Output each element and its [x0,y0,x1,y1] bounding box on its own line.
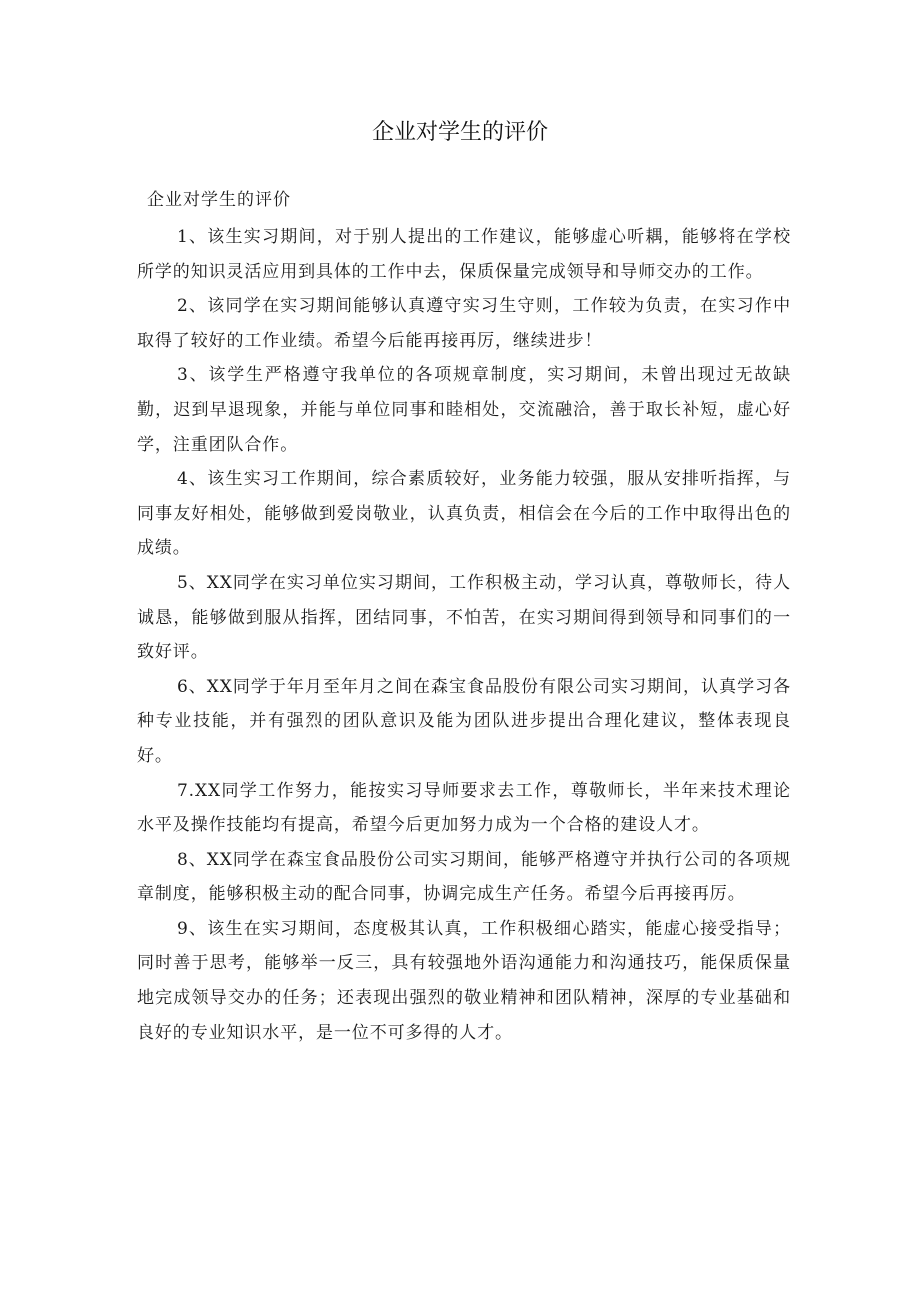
paragraph-1: 1、该生实习期间，对于别人提出的工作建议，能够虚心听耦，能够将在学校所学的知识灵活应用到具体的工作中去，保质保量完成领导和导师交办的工作。 [137,227,791,282]
paragraph-9: 9、该生在实习期间，态度极其认真，工作积极细心踏实，能虚心接受指导；同时善于思考，能够举一反三，具有较强地外语沟通能力和沟通技巧，能保质保量地完成领导交办的任务；还表现出强烈的敬业精神和团队精神，深厚的专业基础和良好的专业知识水平，是一位不可多得的人才。 [137,918,791,1043]
document-subtitle: 企业对学生的评价 [147,190,291,210]
document-body [137,220,791,1050]
paragraph-3: 3、该学生严格遵守我单位的各项规章制度，实习期间，未曾出现过无故缺勤，迟到早退现象，并能与单位同事和睦相处，交流融洽，善于取长补短，虚心好学，注重团队合作。 [137,365,791,455]
paragraph-2: 2、该同学在实习期间能够认真遵守实习生守则，工作较为负责，在实习作中取得了较好的工作业绩。希望今后能再接再厉，继续进步！ [137,296,791,351]
paragraph-4: 4、该生实习工作期间，综合素质较好，业务能力较强，服从安排听指挥，与同事友好相处，能够做到爱岗敬业，认真负责，相信会在今后的工作中取得出色的成绩。 [137,469,791,559]
paragraph-8: 8、XX同学在森宝食品股份公司实习期间，能够严格遵守并执行公司的各项规章制度，能够积极主动的配合同事，协调完成生产任务。希望今后再接再厉。 [137,849,791,905]
paragraph-7: 7.XX同学工作努力，能按实习导师要求去工作，尊敬师长，半年来技术理论水平及操作技能均有提高，希望今后更加努力成为一个合格的建设人才。 [137,780,791,836]
document-title: 企业对学生的评价 [371,120,548,145]
paragraph-6: 6、XX同学于年月至年月之间在森宝食品股份有限公司实习期间，认真学习各种专业技能，并有强烈的团队意识及能为团队进步提出合理化建议，整体表现良好。 [137,676,791,766]
paragraph-5: 5、XX同学在实习单位实习期间，工作积极主动，学习认真，尊敬师长，待人诚恳，能够做到服从指挥，团结同事，不怕苦，在实习期间得到领导和同事们的一致好评。 [137,572,791,663]
